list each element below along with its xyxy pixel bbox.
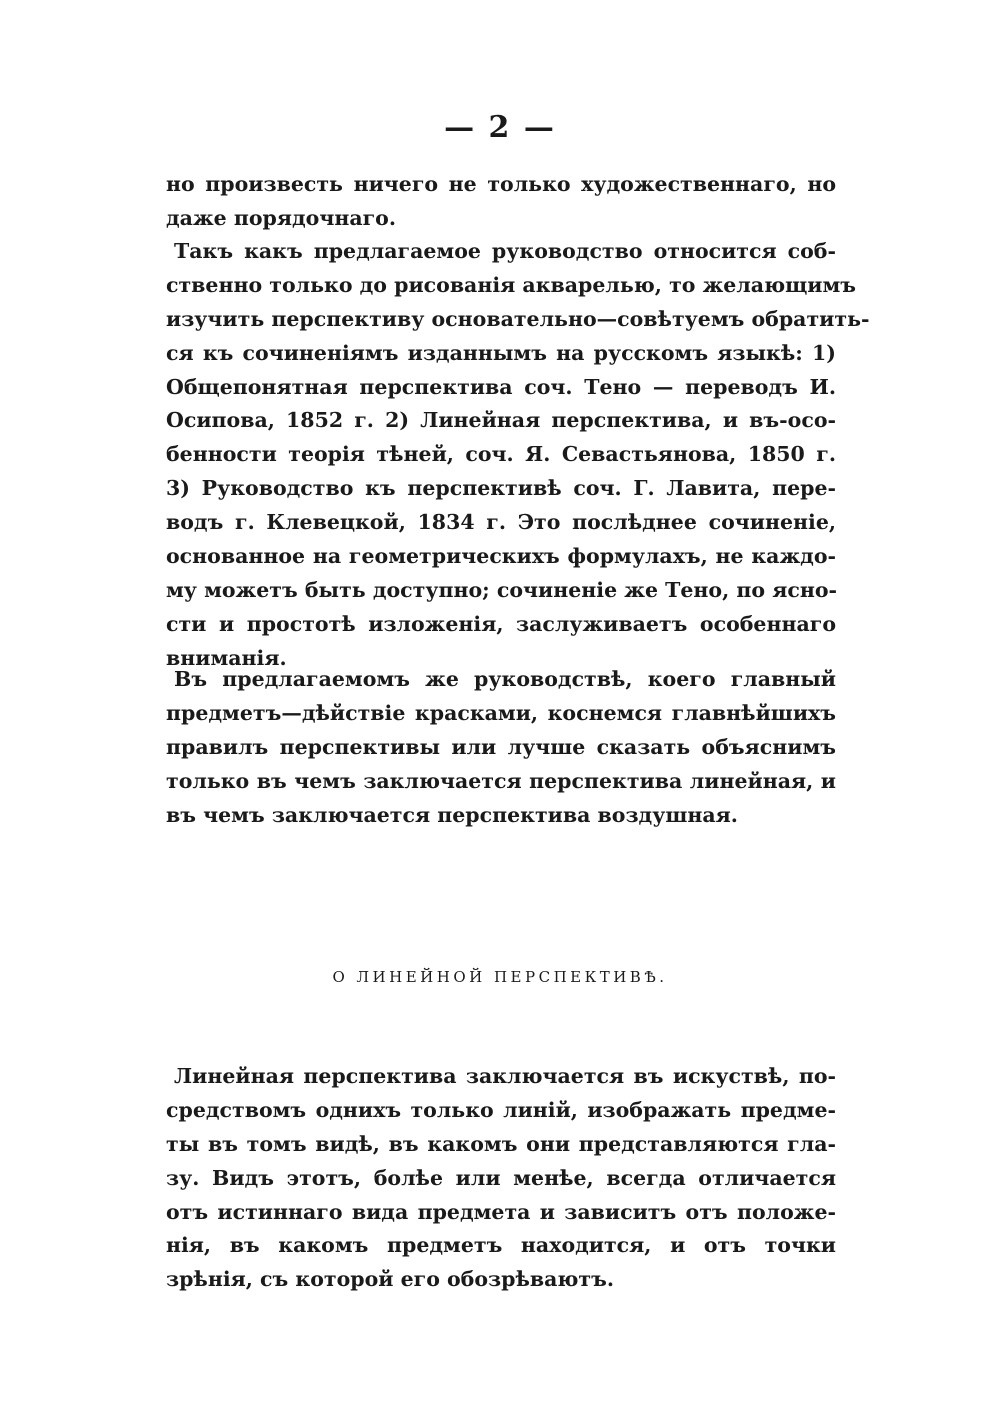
text-line: зу. Видъ этотъ, болѣе или менѣе, всегда отличается [166, 1165, 836, 1190]
section-heading: О ЛИНЕЙНОЙ ПЕРСПЕКТИВѢ. [332, 968, 668, 986]
text-line: му можетъ быть доступно; сочиненіе же Тено, по ясно- [166, 577, 838, 602]
paragraph-2 [166, 235, 870, 676]
text-line: ственно только до рисованія акварелью, то желающимъ [166, 272, 857, 297]
text-line: ся къ сочиненіямъ изданнымъ на русскомъ языкѣ: 1) [166, 340, 836, 365]
text-line: водъ г. Клевецкой, 1834 г. Это послѣднее сочиненіе, [166, 510, 836, 535]
text-line: Такъ какъ предлагаемое руководство относится соб- [174, 239, 836, 263]
text-line: средствомъ однихъ только линій, изображать предме- [166, 1097, 836, 1122]
text-line: 3) Руководство къ перспективѣ соч. Г. Лавита, пере- [166, 476, 836, 501]
text-line: Общепонятная перспектива соч. Тено — переводъ И. [166, 374, 836, 399]
text-line: предметъ—дѣйствіе красками, коснемся главнѣйшихъ [166, 700, 836, 725]
text-line: нія, въ какомъ предметъ находится, и отъ точки [166, 1233, 836, 1258]
text-line: бенности теорія тѣней, соч. Я. Севастьянова, 1850 г. [166, 442, 836, 467]
text-line: Осипова, 1852 г. 2) Линейная перспектива, и въ-осо- [166, 408, 836, 433]
text-line: Линейная перспектива заключается въ искуствѣ, по- [174, 1064, 836, 1088]
text-line: сти и простотѣ изложенія, заслуживаетъ особеннаго [166, 611, 836, 636]
text-line: зрѣнія, съ которой его обозрѣваютъ. [166, 1267, 614, 1292]
text-line: даже порядочнаго. [166, 205, 396, 230]
paragraph-3 [166, 663, 836, 832]
text-line: Въ предлагаемомъ же руководствѣ, коего главный [174, 667, 836, 691]
text-line: ты въ томъ видѣ, въ какомъ они представляются гла- [166, 1131, 836, 1156]
text-line: изучить перспективу основательно—совѣтуемъ обратить- [166, 306, 870, 331]
text-line: основанное на геометрическихъ формулахъ, не каждо- [166, 544, 836, 569]
paragraph-1 [166, 168, 836, 236]
paragraph-section [166, 1060, 836, 1297]
text-line: вниманія. [166, 645, 287, 670]
text-line: только въ чемъ заключается перспектива линейная, и [166, 768, 836, 793]
text-line: отъ истиннаго вида предмета и зависитъ отъ положе- [166, 1199, 836, 1224]
text-line: правилъ перспективы или лучше сказать объяснимъ [166, 734, 836, 759]
text-line: но произвесть ничего не только художественнаго, но [166, 172, 836, 196]
text-line: въ чемъ заключается перспектива воздушная. [166, 802, 738, 827]
page-number: — 2 — [444, 110, 556, 145]
